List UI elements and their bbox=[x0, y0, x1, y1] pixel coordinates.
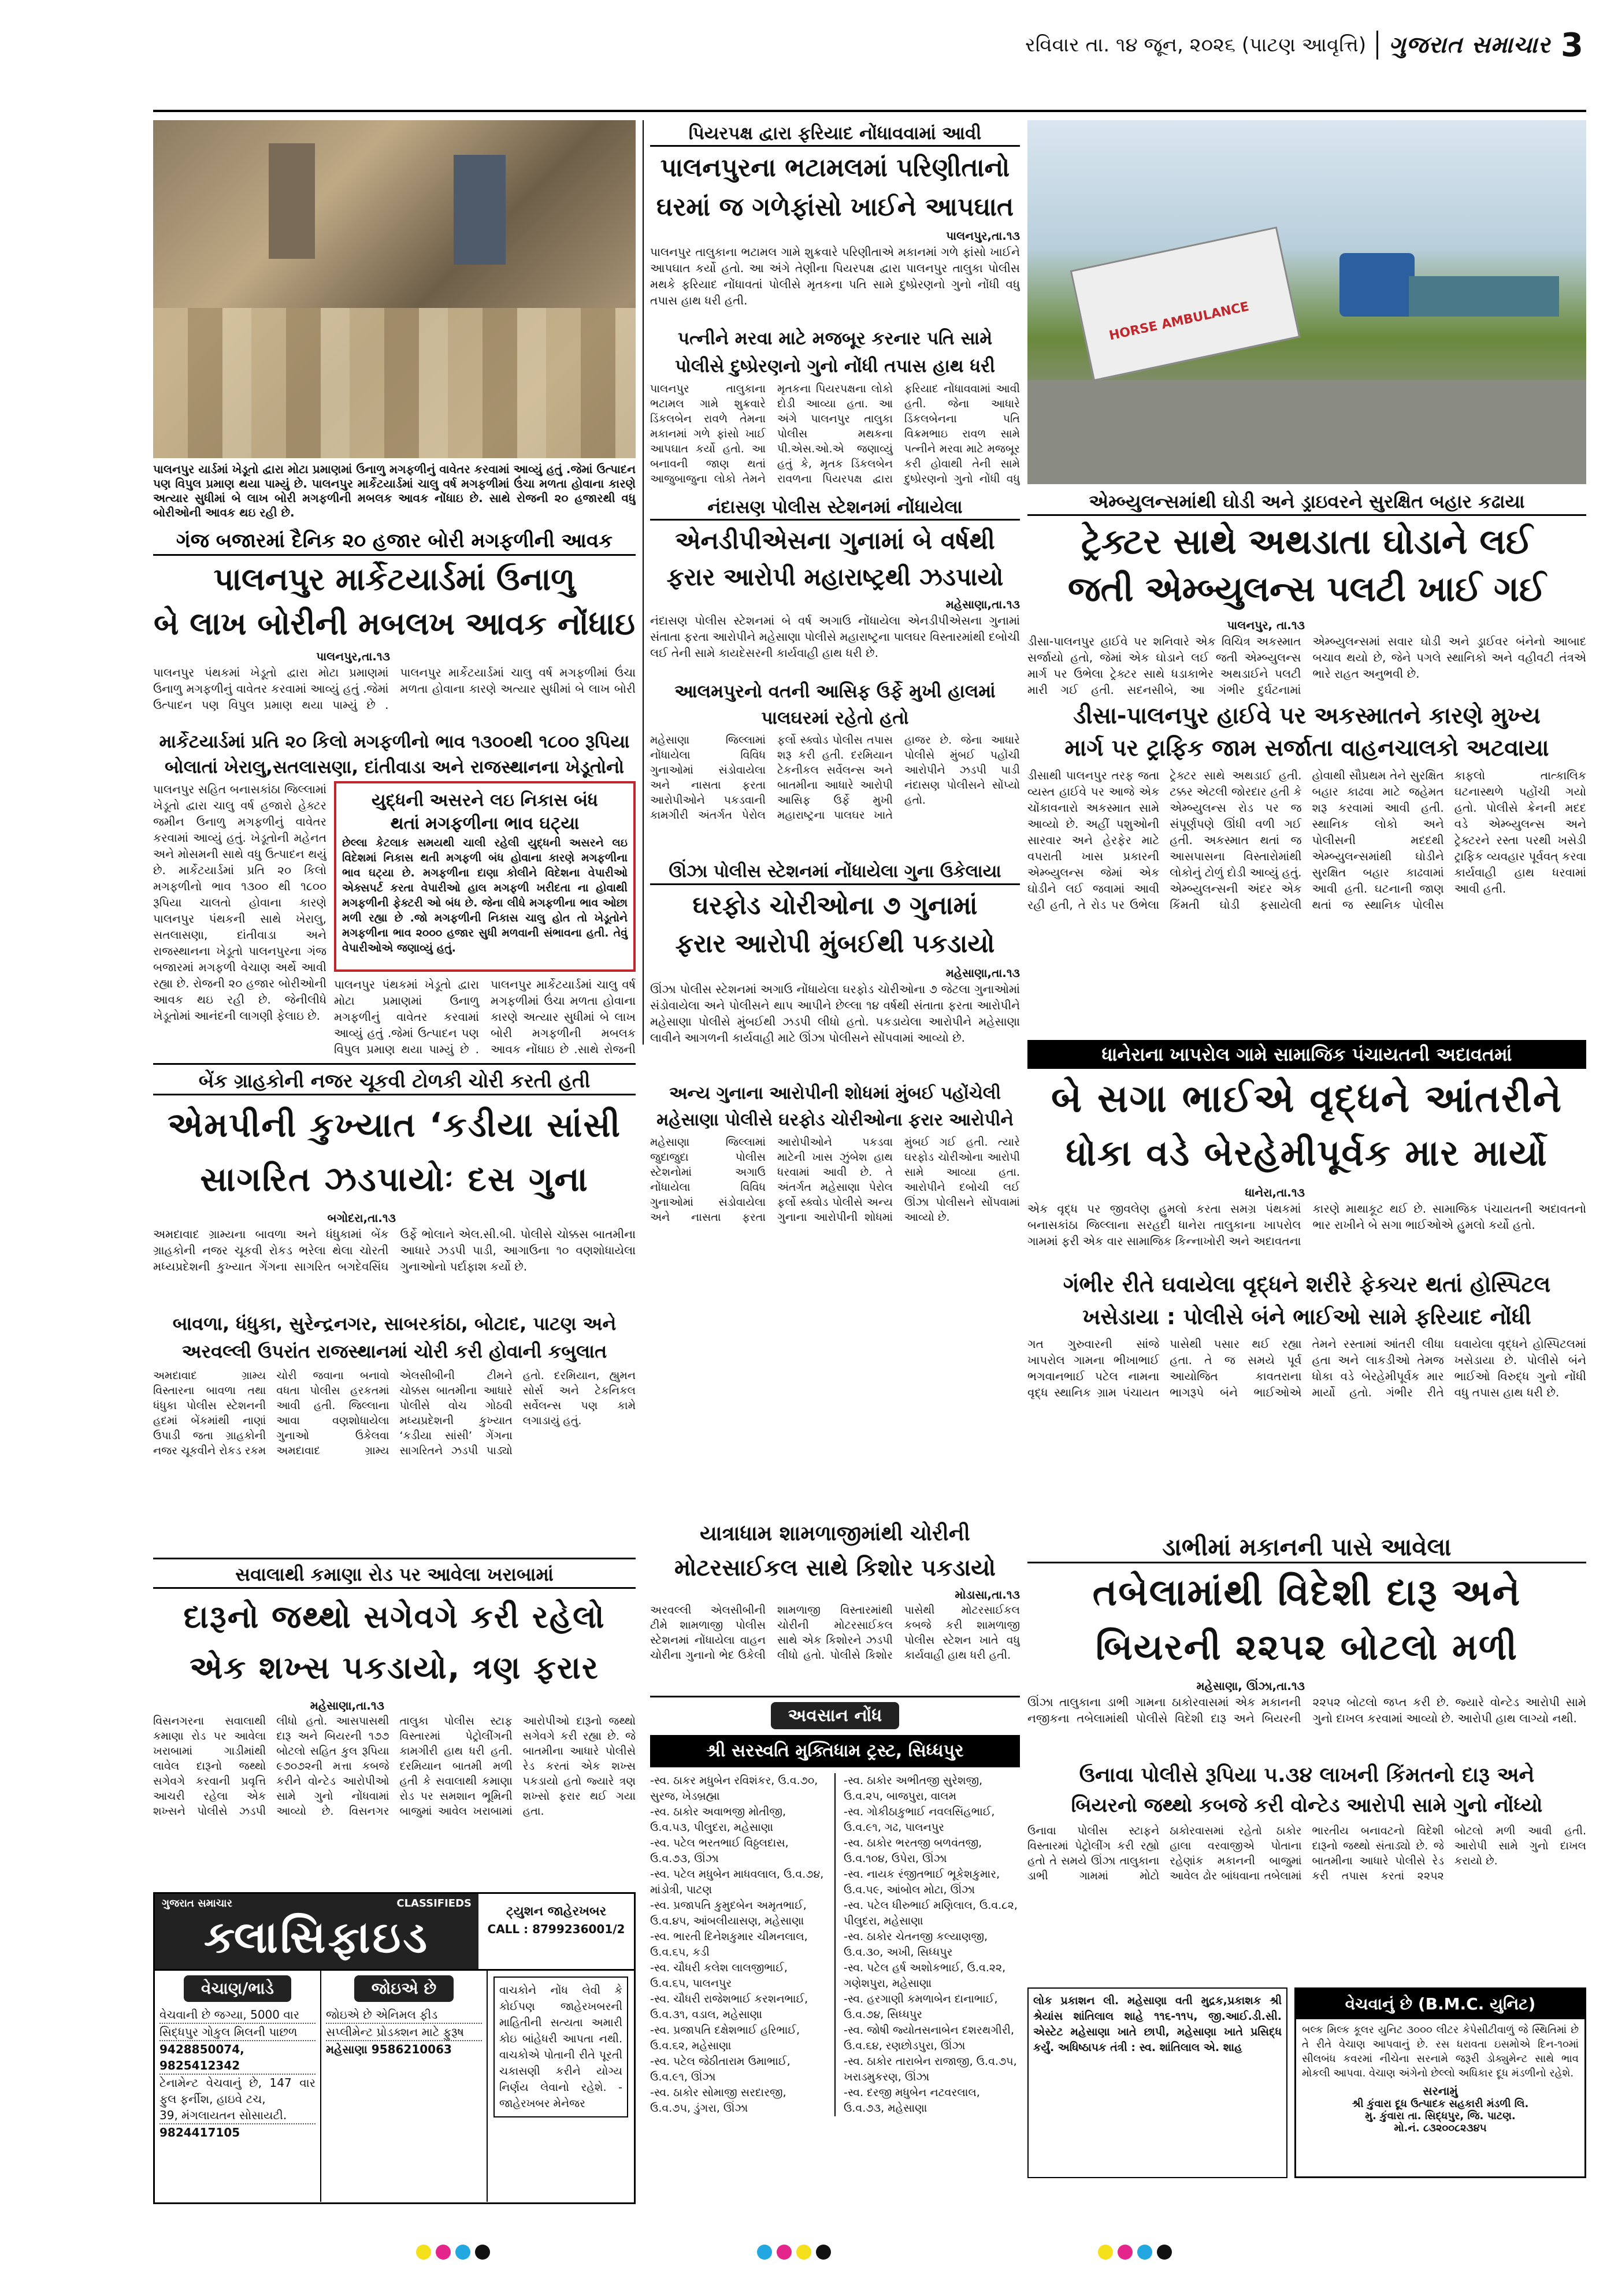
classified-ad: સિદ્ધપુર ગોકુલ મિલની પાછળ bbox=[159, 2024, 316, 2041]
story6-subhead-1: બાવળા, ધંધુકા, સુરેન્દ્રનગર, સાબરકાંઠા, બોટાદ, પાટણ અને bbox=[172, 1313, 617, 1335]
bmc-address-1: શ્રી કુંવારા દૂધ ઉત્પાદક સહકારી મંડળી લિ. bbox=[1352, 2098, 1529, 2110]
bmc-address-3: મો.નં. ૮૩૨૦૦૮૨૩૪૫ bbox=[1394, 2122, 1487, 2134]
story8-dateline: મોડાસા,તા.૧૩ bbox=[955, 1588, 1020, 1602]
story1-kicker: ગંજ બજારમાં દૈનિક ૨૦ હજાર બોરી મગફળીની આવક bbox=[153, 526, 636, 556]
tab-sale: વેચાણ/ભાડે bbox=[184, 1975, 291, 2002]
story4-body2: મહેસાણા જિલ્લામાં નોંધાયેલા વિવિધ ગુનાઓમાં સંડોવાયેલા અને નાસતા ફરતા આરોપીઓને પકડવાની કામગીરી અંતર્ગત પેરોલ ફર્લો સ્ક્વોડ પોલીસ તપાસ શરૂ કરી હતી. દરમિયાન ટેકનીકલ સર્વેલન્સ અને બાતમીના આધારે આરોપી આસિફ ઉર્ફે મુખી મહારાષ્ટ્રના પાલઘર ખાતે હાજર છે. જેના આધારે પોલીસે મુંબઈ પહોંચી આરોપીને ઝડપી પાડી નંદાસણ પોલીસને સોંપ્યો હતો. bbox=[650, 734, 1020, 822]
story10-kicker: ડાભીમાં મકાનની પાસે આવેલા bbox=[1027, 1531, 1586, 1563]
story6-kicker: બેંક ગ્રાહકોની નજર ચૂકવી ટોળકી ચોરી કરતી હતી bbox=[153, 1068, 636, 1095]
story8-body: અરવલ્લી એલસીબીની ટીમે શામળાજી પોલીસ સ્ટેશનમાં નોંધાયેલા વાહન ચોરીના ગુનાનો ભેદ ઉકેલી શામળાજી વિસ્તારમાંથી ચોરીની મોટરસાઈકલ સાથે એક કિશોરને ઝડપી લીધો હતો. પોલીસે કિશોર પાસેથી મોટરસાઈકલ કબજે કરી શામળાજી પોલીસ સ્ટેશન ખાતે વધુ કાર્યવાહી હાથ ધરી હતી. bbox=[650, 1604, 1020, 1662]
story10-subhead-1: ઉનાવા પોલીસે રૂપિયા ૫.૩૪ લાખની કિંમતનો દારૂ અને bbox=[1079, 1763, 1535, 1787]
story1-headline-1: પાલનપુર માર્કેટયાર્ડમાં ઉનાળુ bbox=[213, 561, 576, 597]
story1-body-tail: પાલનપુર પંથકમાં ખેડૂતો દ્વારા મોટા પ્રમાણમાં ઉનાળુ મગફળીનું વાવેતર કરવામાં આવ્યું હતું .જેમાં ઉત્પાદન પણ વિપુલ પ્રમાણ થયા પામ્યું છે . પાલનપુર માર્કેટયાર્ડમાં ચાલુ વર્ષ મગફળીમાં ઉંચા મળતા હોવાના કારણે અત્યાર સુધીમાં બે લાખ બોરી મગફળીની મબલક આવક નોંધાઇ છે .સાથે રોજની bbox=[334, 978, 636, 1056]
bmc-title: વેચવાનું છે (B.M.C. યુનિટ) bbox=[1296, 1989, 1584, 2019]
page-number: 3 bbox=[1561, 26, 1583, 64]
obituary-col-2 bbox=[844, 1773, 1020, 2116]
newspaper-brand: ગુજરાત સમાચાર bbox=[1389, 32, 1551, 58]
story4-kicker: નંદાસણ પોલીસ સ્ટેશનમાં નોંધાયેલા bbox=[650, 494, 1020, 521]
obituary-entry: -સ્વ. ચૌધરી રાજેશભાઈ કરશનભાઈ, ઉ.વ.૩૧, વડાલ, મહેસાણા bbox=[650, 1993, 808, 2021]
classified-notice: વાચકોને નોંધ લેવી કે કોઈપણ જાહેરખબરની માહિતીની સત્યતા અમારી કોઇ બાંહેધરી આપતા નથી. વાચકોએ પોતાની રીતે પૂરતી ચકાસણી કરીને યોગ્ય નિર્ણય લેવાનો રહેશે. - જાહેરખબર મેનેજર bbox=[493, 1977, 628, 2117]
story5-subhead: અન્ય ગુનાના આરોપીની શોધમાં મુંબઈ પહોંચેલી મહેસાણા પોલીસે ઘરફોડ ચોરીઓના ફરાર આરોપીને bbox=[656, 1083, 1014, 1130]
story7-subhead-2: ખસેડાયા : પોલીસે બંને ભાઈઓ સામે ફરિયાદ નોંધી bbox=[1082, 1304, 1531, 1329]
black-dot bbox=[816, 2245, 831, 2260]
classified-col-sale bbox=[155, 1971, 321, 2202]
classified-ad: 39, મંગલાયતન સોસાયટી. bbox=[159, 2107, 316, 2124]
story9-kicker: સવાલાથી કમાણા રોડ પર આવેલા ખરાબામાં bbox=[153, 1561, 636, 1589]
story3-kicker: એમ્બ્યુલન્સમાંથી ઘોડી અને ડ્રાઇવરને સુરક્ષિત બહાર કઢાયા bbox=[1027, 488, 1586, 516]
obituary-entry: -સ્વ. જોષી જ્યોતસનાબેન દશરથગીરી, ઉ.વ.૬૪, રણછોડપુરા, ઊંઝા bbox=[844, 2024, 1014, 2052]
obituary-entry: -સ્વ. ગોકીઠાકુભાઈ નવલસિંહભાઈ, ઉ.વ.૯૧, ગઢ, પાલનપુર bbox=[844, 1805, 995, 1834]
imprint-box: લોક પ્રકાશન લી. મહેસાણા વતી મુદ્રક,પ્રકાશક શ્રી શ્રેયાંસ શાંતિલાલ શાહે ૧૧૬-૧૧૫, જી.આઈ.ડી.સી. એસ્ટેટ મહેસાણા ખાતે છાપી, મહેસાણા ખાતે પ્રસિદ્ધ કર્યું. અધિષ્ઠાપક તંત્રી : સ્વ. શાંતિલાલ એ. શાહ bbox=[1027, 1987, 1287, 2178]
photo-caption: પાલનપુર યાર્ડમાં ખેડૂતો દ્વારા મોટા પ્રમાણમાં ઉનાળુ મગફળીનું વાવેતર કરવામાં આવ્યું હતું .જેમાં ઉત્પાદન પણ વિપુલ પ્રમાણ થયા પામ્યું છે. પાલનપુર માર્કેટયાર્ડમાં ચાલુ વર્ષ મગફળીમાં ઉંચા મળતા હોવાના કારણે અત્યાર સુધીમાં બે લાખ બોરી મગફળીની મબલક આવક નોંધાઇ છે. સાથે રોજની ૨૦ હજારથી વધુ બોરીઓની આવક થઇ રહી છે. bbox=[153, 462, 636, 519]
obituary-entry: -સ્વ. ઠાકોર ભરતજી બળવંતજી, ઉ.વ.૧૦૪, ઉપેરા, ઊંઝા bbox=[844, 1837, 982, 1865]
classified-ad: ટેનામેન્ટ વેચવાનું છે, 147 વાર ફુલ ફર્નીશ, હાઇવે ટચ, bbox=[159, 2076, 316, 2106]
classified-body bbox=[155, 1971, 634, 2202]
story1-subhead-1: માર્કેટયાર્ડમાં પ્રતિ ૨૦ કિલો મગફળીનો ભાવ ૧૩૦૦થી ૧૮૦૦ રૂપિયા bbox=[159, 731, 630, 752]
story5-dateline: મહેસાણા,તા.૧૩ bbox=[945, 966, 1020, 980]
story7-headline-2: ધોકા વડે બેરહેમીપૂર્વક માર માર્યો bbox=[1066, 1132, 1548, 1174]
story5-body: ઊંઝા પોલીસ સ્ટેશનમાં અગાઉ નોંધાયેલા ઘરફોડ ચોરીઓના ૭ જેટલા ગુનાઓમાં સંડોવાયેલા અને પોલીસને થાપ આપીને છેલ્લા ૧૪ વર્ષથી સંતાતા ફરતા આરોપીને મહેસાણા પોલીસે મુંબઈથી ઝડપી લીધો હતો. પકડાયેલા આરોપીને મહેસાણા લાવીને આગળની કાર્યવાહી માટે ઊંઝા પોલીસને સોંપવામાં આવ્યો છે. bbox=[650, 982, 1020, 1045]
story7-body: એક વૃદ્ધ પર જીવલેણ હુમલો કરતા સમગ્ર પંથકમાં બનાસકાંઠા જિલ્લાના સરહદી ધાનેરા તાલુકાના ખાપરોલ ગામમાં ફરી એક વાર સામાજિક કિન્નાખોરી અને અદાવતના કારણે માથાકૂટ થઈ છે. સામાજિક પંચાયતની અદાવતનો ભાર રાખીને બે સગા ભાઈઓએ હુમલો કર્યો હતો. bbox=[1027, 1202, 1586, 1248]
overturned-ambulance bbox=[1070, 226, 1301, 381]
story5-kicker: ઊંઝા પોલીસ સ્ટેશનમાં નોંધાયેલા ગુના ઉકેલાયા bbox=[650, 859, 1020, 885]
section-rule-2 bbox=[153, 1558, 636, 1559]
obituary-columns bbox=[650, 1773, 1020, 2116]
story4-headline-1: એનડીપીએસના ગુનામાં બે વર્ષથી bbox=[675, 526, 995, 555]
classified-section bbox=[153, 1892, 636, 2204]
classified-ad: 9428850074, 9825412342 bbox=[159, 2041, 316, 2075]
story2-headline-2: ઘરમાં જ ગળેફાંસો ખાઈને આપઘાત bbox=[656, 192, 1014, 222]
yellow-dot bbox=[1098, 2245, 1113, 2260]
cyan-dot bbox=[1137, 2245, 1152, 2260]
obituary-entry: -સ્વ. ઠાકોર સોમાજી સરદારજી, ઉ.વ.૭૫, ડુંગરા, ઊંઝા bbox=[650, 2086, 786, 2115]
story2-dateline: પાલનપુર,તા.૧૩ bbox=[946, 229, 1020, 243]
magenta-dot bbox=[1118, 2245, 1133, 2260]
obituary-entry: -સ્વ. દરજી મધુબેન નટવરલાલ, ઉ.વ.૭૩, મહેસાણા bbox=[844, 2086, 980, 2115]
ambulance-accident-photo bbox=[1027, 120, 1586, 484]
story7-headline-1: બે સગા ભાઈએ વૃદ્ધને આંતરીને bbox=[1051, 1076, 1563, 1121]
story5-headline-2: ફરાર આરોપી મુંબઈથી પકડાયો bbox=[675, 929, 995, 958]
tractor bbox=[1339, 253, 1415, 317]
bmc-body: બલ્ક મિલ્ક કૂલર યુનિટ ૩૦૦૦ લીટર કેપેસીટીવાળું જે સ્થિતિમાં છે તે રીતે વેચાણ આપવાનું છે. રસ ધરાવતા ઇસમોએ દિન-૧૦માં સીલબંધ કવરમાં નીચેના સરનામે જરૂરી ડોક્યુમેન્ટ સાથે ભાવ મોકલી આપવા. વેચાણ અંગેનો છેલ્લો અધિકાર દૂધ મંડળીનો રહેશે. bbox=[1302, 2024, 1579, 2079]
story2-kicker: પિયરપક્ષ દ્વારા ફરિયાદ નોંધાવવામાં આવી bbox=[650, 120, 1020, 147]
story7-dateline: ધાનેરા,તા.૧૩ bbox=[1245, 1186, 1305, 1199]
story4-dateline: મહેસાણા,તા.૧૩ bbox=[945, 597, 1020, 611]
obituary-entry: -સ્વ. હરગાણી કમળાબેન દાનાભાઈ, ઉ.વ.૭૪, સિધ્ધપુર bbox=[844, 1993, 998, 2021]
obituary-entry: -સ્વ. ઠાકોર ચેતનજી કલ્યાણજી, ઉ.વ.૩૦, અખી, સિધ્ધપુર bbox=[844, 1930, 988, 1959]
story10-headline-2: બિયરની ૨૨૫૨ બોટલો મળી bbox=[1096, 1626, 1518, 1668]
classified-tag: CLASSIFIEDS bbox=[396, 1897, 472, 1909]
obituary-entry: -સ્વ. નાયક રંજીતભાઈ ભૂકેશકુમાર, ઉ.વ.૫૯, આંબોલ મોટા, ઊંઝા bbox=[844, 1868, 1000, 1896]
story8-headline: મોટરસાઈકલ સાથે કિશોર પકડાયો bbox=[674, 1555, 996, 1581]
classified-logo bbox=[155, 1894, 478, 1969]
story3-body: ડીસા-પાલનપુર હાઈવે પર શનિવારે એક વિચિત્ર અકસ્માત સર્જાયો હતો, જેમાં એક ઘોડાને લઈ જતી એમ્બ્યુલન્સ માર્ગ પર ઉભેલા ટ્રેક્ટર સાથે ધડાકાભેર અથડાઈને પલટી મારી ગઈ હતી. સદનસીબે, આ ગંભીર દુર્ઘટનામાં એમ્બ્યુલન્સમાં સવાર ઘોડી અને ડ્રાઈવર બંનેનો આબાદ બચાવ થયો છે, જેને પગલે સ્થાનિકો અને વહીવટી તંત્રએ ભારે રાહત અનુભવી છે. bbox=[1027, 634, 1586, 697]
classified-contact-label: ટ્યુશન જાહેરખબર bbox=[506, 1904, 607, 1919]
classified-ad: સપ્લીમેન્ટ પ્રોડક્શન માટે ફુરૂષ bbox=[326, 2024, 482, 2041]
obituary-entry: -સ્વ. પટેલ હર્ષ અશોકભાઈ, ઉ.વ.૨૨, ગણેશપુરા, મહેસાણા bbox=[844, 1961, 1006, 1990]
tab-wanted: જોઇએ છે bbox=[354, 1975, 454, 2002]
obituary-section bbox=[650, 1696, 1020, 2175]
story9-body: વિસનગરના સવાલાથી કમાણા રોડ પર આવેલા ખરાબામાં ગાડીમાંથી લાવેલ દારૂનો જથ્થો સગેવગે કરવાની પ્રવૃત્તિ આચરી રહેલા એક શખ્સને પોલીસે ઝડપી લીધો હતો. આસપાસથી દારૂ અને બિયરની ૧૭૭ બોટલો સહિત કુલ રૂપિયા ૯૭૦૭૨ની મત્તા કબજે કરીને વોન્ટેડ આરોપીઓ સામે ગુનો નોંધવામાં આવ્યો છે. વિસનગર તાલુકા પોલીસ સ્ટાફ વિસ્તારમાં પેટ્રોલીંગની કામગીરી હાથ ધરી હતી. દરમિયાન બાતમી મળી હતી કે સવાલાથી કમાણા રોડ પર સમશાન ભૂમિની બાજુમાં આવેલ ખરાબામાં આરોપીઓ દારૂનો જથ્થો સગેવગે કરી રહ્યા છે. જે બાતમીના આધારે પોલીસે રેડ કરતાં એક શખ્સ પકડાયો હતો જ્યારે ત્રણ શખ્સો ફરાર થઈ ગયા હતા. bbox=[153, 1715, 636, 1818]
black-dot bbox=[475, 2245, 490, 2260]
classified-paper-name: ગુજરાત સમાચાર bbox=[162, 1897, 232, 1909]
obituary-title: અવસાન નોંધ bbox=[771, 1702, 900, 1729]
story6-headline-2: સાગરિત ઝડપાયોઃ દસ ગુના bbox=[200, 1160, 589, 1199]
cyan-dot bbox=[757, 2245, 772, 2260]
obituary-divider bbox=[834, 1773, 836, 2116]
story9-headline-1: દારૂનો જથ્થો સગેવગે કરી રહેલો bbox=[183, 1599, 606, 1635]
story3-subhead-2: માર્ગ પર ટ્રાફિક જામ સર્જાતા વાહનચાલકો અટવાયા bbox=[1064, 735, 1549, 761]
story8-kicker: યાત્રાધામ શામળાજીમાંથી ચોરીની bbox=[700, 1522, 970, 1545]
magenta-dot bbox=[777, 2245, 792, 2260]
page-header bbox=[1025, 22, 1583, 68]
story4-headline-2: ફરાર આરોપી મહારાષ્ટ્રથી ઝડપાયો bbox=[666, 563, 1004, 591]
story6-body2: અમદાવાદ ગ્રામ્ય વિસ્તારના બાવળા તથા ધંધુકા પોલીસ સ્ટેશનની હદમાં બેંકમાંથી નાણાં ઉપાડી જતા ગ્રાહકોની નજર ચૂકવીને રોકડ રકમ ચોરી જવાના બનાવો વધતા પોલીસ હરકતમાં આવી હતી. જિલ્લાના આવા વણશોધાયેલા ગુનાઓ ઉકેલવા અમદાવાદ ગ્રામ્ય એલસીબીની ટીમને ચોક્કસ બાતમીના આધારે પોલીસે વોચ ગોઠવી મધ્યપ્રદેશની કુખ્યાત ‘કડીયા સાંસી’ ગેંગના સાગરિતને ઝડપી પાડ્યો હતો. દરમિયાન, હ્યુમન સોર્સ અને ટેકનિકલ સર્વેલન્સ પણ કામે લગાડાયું હતું. bbox=[153, 1369, 636, 1457]
obituary-entry: -સ્વ. ચૌધરી કલેશ લાલજીભાઈ, ઉ.વ.૬૫, પાલનપુર bbox=[650, 1961, 788, 1990]
registration-marks-left bbox=[416, 2245, 532, 2268]
obituary-entry: -સ્વ. પટેલ જેઠીતારામ ઉમાભાઈ, ઉ.વ.૯૧, ઊંઝા bbox=[650, 2055, 791, 2083]
obituary-entry: -સ્વ. પ્રજાપતિ દક્ષેશભાઈ હરિભાઈ, ઉ.વ.૬૨, મહેસાણા bbox=[650, 2024, 800, 2052]
classified-notice-col bbox=[488, 1971, 634, 2202]
obituary-trust: શ્રી સરસ્વતિ મુક્તિધામ ટ્રસ્ટ, સિધ્ધપુર bbox=[650, 1735, 1020, 1767]
story6-body: અમદાવાદ ગ્રામ્યના બાવળા અને ધંધુકામાં બેંક ગ્રાહકોની નજર ચૂકવી રોકડ ભરેલા થેલા ચોરતી મધ્યપ્રદેશની કુખ્યાત ગેંગના સાગરિત બગદેવસિંઘ ઉર્ફે ભોલાને એલ.સી.બી. પોલીસે ચોક્કસ બાતમીના આધારે ઝડપી પાડી, આગાઉના ૧૦ વણશોધાયેલા ગુનાઓનો પર્દાફાશ કર્યો છે. bbox=[153, 1227, 636, 1273]
story7-subhead-1: ગંભીર રીતે ઘવાયેલા વૃદ્ધને શરીરે ફેક્ચર થતાં હોસ્પિટલ bbox=[1063, 1272, 1551, 1297]
classified-title: ક્લાસિફાઇડ bbox=[203, 1911, 430, 1963]
obituary-entry: -સ્વ. ઠાકોર તારાબેન રાજાજી, ઉ.વ.૭૫, ખરાડમુકરણ, ઊંઝા bbox=[844, 2055, 1017, 2083]
obituary-entry: -સ્વ. ઠાકોર અભીતજી સુરેશજી, ઉ.વ.૨૫, બાજપુરા, વાલમ bbox=[844, 1774, 983, 1803]
obituary-entry: -સ્વ. ઠાકોર અવાભજી મોતીજી, ઉ.વ.૫૩, પીલુદરા, મહેસાણા bbox=[650, 1805, 786, 1834]
story5-headline-1: ઘરફોડ ચોરીઓના ૭ ગુનામાં bbox=[692, 891, 978, 920]
classified-header bbox=[155, 1894, 634, 1971]
classified-ad: જોઇએ છે એનિમલ ફીડ bbox=[326, 2007, 482, 2024]
obituary-entry: -સ્વ. પટેલ ધીરુભાઈ મણિલાલ, ઉ.વ.૮૨, પીલુદરા, મહેસાણા bbox=[844, 1899, 1018, 1927]
cyan-dot bbox=[455, 2245, 470, 2260]
story6-headline-1: એમપીની કુખ્યાત ‘કડીયા સાંસી bbox=[168, 1105, 621, 1145]
box-body: છેલ્લા કેટલાક સમયથી ચાલી રહેલી યુદ્ધની અસરને લઇ વિદેશમાં નિકાસ થતી મગફળી બંધ હોવાના કારણે મગફળીના ભાવ ઘટ્યા છે. મગફળીના દાણા કોલીને વિદેશના વેપારીઓ એક્સપર્ટ કરતા વેપારીઓ હાલ મગફળી ખરીદતા ના હોવાથી મગફળીની ફેક્ટરી ઓ બંધ છે. જેના લીધે મગફળીના ભાવ ઓછા મળી રહ્યા છે .જો મગફળીની નિકાસ ચાલુ હોત તો ખેડૂતોને મગફળીના ભાવ ૨૦૦૦ હજાર સુધી મળવાની સંભાવના હતી. તેવું વેપારીઓએ જણાવ્યું હતું. bbox=[342, 837, 628, 954]
header-rule bbox=[153, 110, 1586, 112]
obituary-col-1 bbox=[650, 1773, 826, 2116]
obituary-entry: -સ્વ. પટેલ ભરતભાઈ વિઠ્ઠલદાસ, ઉ.વ.૭૩, ઊંઝા bbox=[650, 1837, 789, 1865]
classified-ad: 9824417105 bbox=[159, 2126, 240, 2139]
story9-headline-2: એક શખ્સ પકડાયો, ત્રણ ફરાર bbox=[190, 1649, 599, 1686]
header-divider bbox=[1376, 31, 1378, 60]
story3-body2: ડીસાથી પાલનપુર તરફ જતા વ્યસ્ત હાઈવે પર આજે એક ચોંકાવનારો અકસ્માત સામે આવ્યો છે. અહીં પશુઓની સારવાર અને હેરફેર માટે વપરાતી ખાસ પ્રકારની એમ્બ્યુલન્સ જેમાં એક ઘોડીને લઈ જવામાં આવી રહી હતી, તે રોડ પર ઉભેલા ટ્રેક્ટર સાથે અથડાઈ હતી. ટક્કર એટલી જોરદાર હતી કે એમ્બ્યુલન્સ રોડ પર જ સંપૂર્ણપણે ઊંધી વળી ગઈ હતી. અકસ્માત થતાં જ આસપાસના વિસ્તારોમાંથી લોકોનું ટોળું દોડી આવ્યું હતું. એમ્બ્યુલન્સની અંદર એક કિંમતી ઘોડી ફસાયેલી હોવાથી સૌપ્રથમ તેને સુરક્ષિત બહાર કાઢવા માટે જહેમત શરૂ કરવામાં આવી હતી. સ્થાનિક લોકો અને પોલીસની મદદથી એમ્બ્યુલન્સમાંથી ઘોડીને સુરક્ષિત બહાર કાઢવામાં આવી હતી. ઘટનાની જાણ થતાં જ સ્થાનિક પોલીસ કાફલો તાત્કાલિક ઘટનાસ્થળે પહોંચી ગયો હતો. પોલીસે ક્રેનની મદદ વડે એમ્બ્યુલન્સ અને ટ્રેક્ટરને રસ્તા પરથી ખસેડી ટ્રાફિક વ્યવહાર પૂર્વવત્ કરવા કાર્યવાહી હાથ ધરવામાં આવી હતી. bbox=[1027, 768, 1586, 912]
column-rule bbox=[643, 120, 644, 1045]
story9-dateline: મહેસાણા,તા.૧૩ bbox=[310, 1699, 384, 1712]
story4-body: નંદાસણ પોલીસ સ્ટેશનમાં બે વર્ષ અગાઉ નોંધાયેલા એનડીપીએસના ગુનામાં સંતાતા ફરતા આરોપીને મહેસાણા પોલીસે મહારાષ્ટ્રના પાલઘર વિસ્તારમાંથી દબોચી લઈ તેની સામે કાયદેસરની કાર્યવાહી હાથ ધરી છે. bbox=[650, 614, 1020, 660]
registration-marks-center bbox=[757, 2245, 873, 2268]
classified-contact bbox=[478, 1894, 634, 1969]
story1-body-col: પાલનપુર સહિત બનાસકાંઠા જિલ્લામાં ખેડૂતો દ્વારા ચાલુ વર્ષ હજારો હેક્ટર જમીન ઉનાળુ મગફળીનું વાવેતર કરવામાં આવ્યું હતું. ખેડૂતોની મહેનત અને મોસમની સાથે વધુ ઉત્પાદન થયું છે. માર્કેટયાર્ડમાં પ્રતિ ૨૦ કિલો મગફળીનો ભાવ ૧૩૦૦ થી ૧૮૦૦ રૂપિયા ચાલતો હોવાના કારણે પાલનપુર પંથકની સાથે ખેરાલુ, સતલાસણા, દાંતીવાડા અને રાજસ્થાનના ખેડૂતો પાલનપુરના ગંજ બજારમાં મગફળી વેચાણ અર્થે આવી રહ્યા છે. રોજની ૨૦ હજાર બોરીઓની આવક થઇ રહી છે. જેનીલીધે ખેડૂતોમાં આનંદની લાગણી ફેલાઇ છે. bbox=[153, 782, 326, 1023]
registration-marks-right bbox=[1098, 2245, 1214, 2268]
story6-subhead-2: અરવલ્લી ઉપરાંત રાજસ્થાનમાં ચોરી કરી હોવાની કબુલાત bbox=[181, 1340, 607, 1362]
story4-subhead: આલમપુરનો વતની આસિફ ઉર્ફે મુખી હાલમાં પાલઘરમાં રહેતો હતો bbox=[674, 681, 996, 729]
story10-body2: ઉનાવા પોલીસ સ્ટાફને વિસ્તારમાં પેટ્રોલીંગ કરી રહ્યો હતો તે સમયે ઊંઝા તાલુકાના ડાભી ગામમાં મોટો ઠાકોરવાસમાં રહેતો ઠાકોર હાલા વરવાજીએ પોતાના રહેણાંક મકાનની બાજુમાં આવેલ ઢોર બાંધવાના તબેલામાં ભારતીય બનાવટનો વિદેશી દારૂનો જથ્થો સંતાડ્યો છે. જે બાતમીના આધારે પોલીસે રેડ કરી તપાસ કરતાં ૨૨૫૨ બોટલો મળી આવી હતી. આરોપી સામે ગુનો દાખલ કરાયો છે. bbox=[1027, 1825, 1586, 1882]
story1-dateline: પાલનપુર,તા.૧૩ bbox=[316, 649, 390, 663]
magenta-dot bbox=[436, 2245, 451, 2260]
classified-ad: મહેસાણા 9586210063 bbox=[326, 2042, 452, 2056]
story10-body: ઊંઝા તાલુકાના ડાભી ગામના ઠાકોરવાસમાં એક મકાનની નજીકના તબેલામાંથી પોલીસે વિદેશી દારૂ અને બિયરની ૨૨૫૨ બોટલો જપ્ત કરી છે. જ્યારે વોન્ટેડ આરોપી સામે ગુનો દાખલ કરવામાં આવ્યો છે. આરોપી હાથ લાગ્યો નથી. bbox=[1027, 1695, 1586, 1725]
story3-headline-1: ટ્રેક્ટર સાથે અથડાતા ઘોડાને લઈ bbox=[1081, 522, 1533, 562]
story1-body: પાલનપુર પંથકમાં ખેડૂતો દ્વારા મોટા પ્રમાણમાં ઉનાળુ મગફળીનું વાવેતર કરવામાં આવ્યું હતું .જેમાં ઉત્પાદન પણ વિપુલ પ્રમાણ થયા પામ્યું છે . પાલનપુર માર્કેટયાર્ડમાં ચાલુ વર્ષ મગફળીમાં ઉંચા મળતા હોવાના કારણે અત્યાર સુધીમાં બે લાખ બોરી bbox=[153, 666, 636, 712]
story10-subhead-2: બિયરનો જથ્થો કબજે કરી વોન્ટેડ આરોપી સામે ગુનો નોંધ્યો bbox=[1071, 1794, 1543, 1817]
story3-headline-2: જતી એમ્બ્યુલન્સ પલટી ખાઈ ગઈ bbox=[1067, 569, 1546, 610]
story7-body2: ગત ગુરુવારની સાંજે ખાપરોલ ગામના ભીખાભાઈ ભગવાનભાઈ પટેલ નામના વૃદ્ધ સ્થાનિક ગ્રામ પંચાયત પાસેથી પસાર થઈ રહ્યા હતા. તે જ સમયે પૂર્વ આયોજિત કાવતરાના ભાગરૂપે બંને ભાઈઓએ તેમને રસ્તામાં આંતરી લીધા હતા અને લાકડીઓ તેમજ ધોકા વડે બેરહેમીપૂર્વક માર માર્યો હતો. ગંભીર રીતે ઘવાયેલા વૃદ્ધને હોસ્પિટલમાં ખસેડાયા છે. પોલીસે બંને ભાઈઓ વિરુદ્ધ ગુનો નોંધી વધુ તપાસ હાથ ધરી છે. bbox=[1027, 1337, 1586, 1399]
box-title-1: યુદ્ધની અસરને લઇ નિકાસ બંધ bbox=[372, 790, 598, 811]
bmc-ad bbox=[1294, 1987, 1586, 2178]
black-dot bbox=[1157, 2245, 1172, 2260]
box-title-2: થતાં મગફળીના ભાવ ઘટ્યા bbox=[390, 813, 580, 834]
ambulance-label: HORSE AMBULANCE bbox=[1108, 299, 1250, 344]
story2-body: પાલનપુર તાલુકાના ભટામલ ગામે શુક્રવારે પરિણીતાએ મકાનમાં ગળે ફાંસો ખાઈને આપઘાત કર્યો હતો. આ અંગે તેણીના પિયરપક્ષ દ્વારા પાલનપુર તાલુકા પોલીસ મથકે ફરિયાદ નોંધાવતાં પોલીસે મૃતકના પતિ સામે દુષ્પ્રેરણનો ગુનો નોંધી વધુ તપાસ હાથ ધરી હતી. bbox=[650, 245, 1020, 307]
classified-col-wanted bbox=[321, 1971, 488, 2202]
bmc-address-2: મુ. કુંવારા તા. સિદ્ધપુર, જિ. પાટણ. bbox=[1365, 2110, 1516, 2122]
cyan-dot bbox=[416, 2245, 431, 2260]
story1-box bbox=[334, 781, 636, 972]
story10-dateline: મહેસાણા, ઊંઝા,તા.૧૩ bbox=[1196, 1679, 1305, 1693]
obituary-entry: -સ્વ. ઠાકર મધુબેન રવિશંકર, ઉ.વ.૭૦, સુરજ, ખેડબ્રહ્મા bbox=[650, 1774, 818, 1803]
obituary-entry: -સ્વ. ભારતી દિનેશકુમાર ચીમનલાલ, ઉ.વ.૬૫, કડી bbox=[650, 1930, 808, 1959]
story10-headline-1: તબેલામાંથી વિદેશી દારૂ અને bbox=[1092, 1571, 1521, 1614]
bmc-address-label: સરનામું bbox=[1423, 2084, 1458, 2098]
story1-subhead-2: બોલાતાં ખેરાલુ,સતલાસણા, દાંતીવાડા અને રાજસ્થાનના ખેડૂતોનો bbox=[164, 757, 625, 778]
issue-date: રવિવાર તા. ૧૪ જૂન, ૨૦૨૬ (પાટણ આવૃત્તિ) bbox=[1025, 34, 1367, 57]
story2-body2: પાલનપુર તાલુકાના ભટામલ ગામે શુક્રવારે ડિંકલબેન રાવળે તેમના મકાનમાં ગળે ફાંસો ખાઈ આપઘાત કર્યો હતો. આ બનાવની જાણ થતાં આજુબાજુના લોકો તેમને મૃતકના પિયરપક્ષના લોકો દોડી આવ્યા હતા. આ અંગે પાલનપુર તાલુકા પોલીસ મથકના પી.એસ.ઓ.એ જણાવ્યું હતું કે, મૃતક ડિંકલબેન રાવળના પિયરપક્ષ દ્વારા ફરિયાદ નોંધાવવામાં આવી હતી. જેના આધારે ડિંકલબેનના પતિ વિક્રમભાઇ રાવળ સામે પત્નીને મરવા માટે મજબૂર કરી હોવાથી તેની સામે દુષ્પ્રેરણનો ગુનો નોંધી વધુ bbox=[650, 382, 1020, 485]
obituary-entry: -સ્વ. પ્રજાપતિ કુમુદબેન અમૃતભાઈ, ઉ.વ.૪૫, આંબલીયાસણ, મહેસાણા bbox=[650, 1899, 807, 1927]
story2-subhead: પત્નીને મરવા માટે મજબૂર કરનાર પતિ સામે પોલીસે દુષ્પ્રેરણનો ગુનો નોંધી તપાસ હાથ ધરી bbox=[675, 328, 995, 377]
groundnut-sacks-photo bbox=[153, 120, 636, 458]
story7-kicker: ધાનેરાના ખાપરોલ ગામે સામાજિક પંચાયતની અદાવતમાં bbox=[1027, 1040, 1586, 1069]
yellow-dot bbox=[796, 2245, 811, 2260]
story3-dateline: પાલનપુર, તા.૧૩ bbox=[1227, 618, 1305, 632]
classified-ad: વેચવાની છે જગ્યા, 5000 વાર bbox=[159, 2007, 316, 2024]
obituary-entry: -સ્વ. પટેલ મધુબેન માધવલાલ, ઉ.વ.૭૪, માંડોત્રી, પાટણ bbox=[650, 1868, 824, 1896]
story6-dateline: બગોદરા,તા.૧૩ bbox=[327, 1211, 396, 1225]
classified-contact-phone: CALL : 8799236001/2 bbox=[487, 1922, 625, 1936]
story2-headline-1: પાલનપુરના ભટામલમાં પરિણીતાનો bbox=[660, 153, 1010, 183]
story1-headline-2: બે લાખ બોરીની મબલખ આવક નોંધાઇ bbox=[154, 605, 635, 642]
section-rule bbox=[153, 1063, 636, 1065]
story5-body2: મહેસાણા જિલ્લામાં જુદાજુદા પોલીસ સ્ટેશનોમાં અગાઉ નોંધાયેલા વિવિધ ગુનાઓમાં સંડોવાયેલા અને નાસતા ફરતા આરોપીઓને પકડવા માટેની ખાસ ઝુંબેશ હાથ ધરવામાં આવી છે. તે અંતર્ગત મહેસાણા પેરોલ ફર્લો સ્ક્વોડ પોલીસે અન્ય ગુનાના આરોપીની શોધમાં મુંબઈ ગઈ હતી. ત્યારે ઘરફોડ ચોરીઓના આરોપી સામે આવ્યા હતા. આરોપીને દબોચી લઈ ઊંઝા પોલીસને સોંપવામાં આવ્યો છે. bbox=[650, 1136, 1020, 1224]
story3-subhead-1: ડીસા-પાલનપુર હાઈવે પર અકસ્માતને કારણે મુખ્ય bbox=[1073, 703, 1541, 729]
